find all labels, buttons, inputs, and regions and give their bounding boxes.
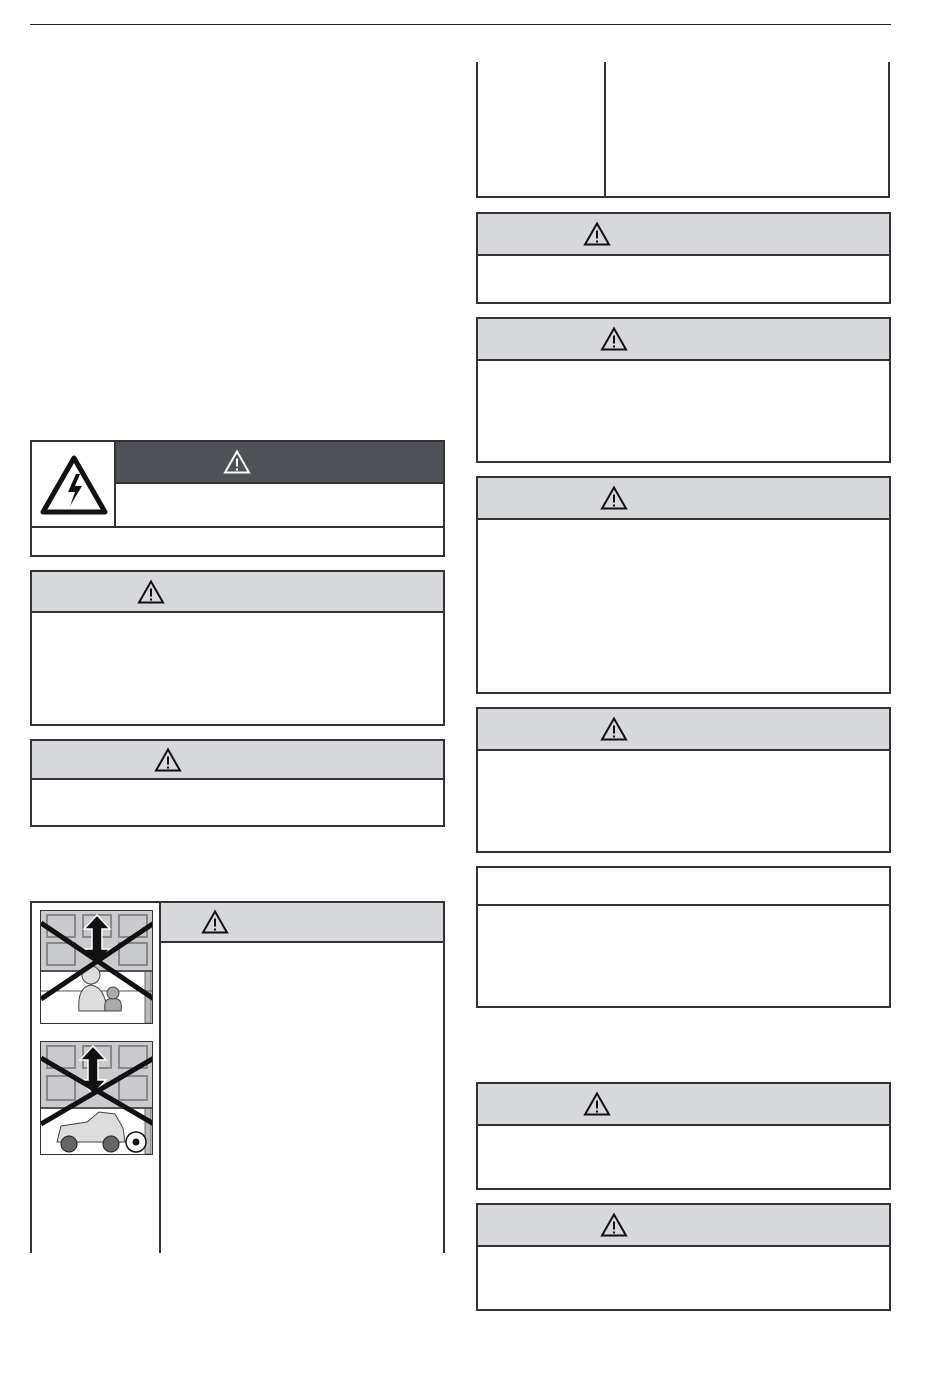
child-teddy-bear-icon [41, 911, 153, 1024]
table-bottom-border [476, 196, 890, 198]
warning-header [478, 709, 889, 751]
warning-triangle-icon [154, 747, 182, 772]
warning-box-right-5 [476, 1082, 891, 1190]
electric-symbol-cell [32, 442, 116, 528]
notice-header [478, 868, 889, 906]
warning-box-right-3 [476, 476, 891, 694]
table-right-border [888, 62, 890, 198]
toys-under-door-pictogram [40, 1041, 153, 1155]
warning-header [478, 478, 889, 520]
warning-triangle-icon [201, 910, 229, 935]
child-under-door-pictogram [40, 910, 153, 1024]
warning-header [478, 1205, 889, 1247]
warning-triangle-icon [583, 222, 611, 247]
warning-triangle-icon [583, 1092, 611, 1117]
warning-header [161, 903, 443, 943]
warning-box-left-1 [30, 570, 445, 726]
table-left-border [476, 62, 478, 198]
warning-triangle-icon [600, 327, 628, 352]
box-right-border [443, 901, 445, 1253]
warning-header [32, 741, 443, 780]
table-column-divider [604, 62, 606, 198]
notice-box-right [476, 866, 891, 1008]
warning-box-left-2 [30, 739, 445, 827]
warning-box-right-2 [476, 317, 891, 463]
warning-triangle-icon [600, 717, 628, 742]
warning-box-right-6 [476, 1203, 891, 1311]
box-left-border [30, 901, 32, 1253]
warning-box-right-4 [476, 707, 891, 853]
warning-header [478, 1084, 889, 1126]
warning-header [478, 214, 889, 256]
toy-car-ball-icon [41, 1042, 153, 1155]
electric-shock-icon [39, 454, 109, 516]
warning-header [32, 572, 443, 613]
warning-header [478, 319, 889, 361]
warning-box-right-1 [476, 212, 891, 304]
box-column-divider [159, 901, 161, 1253]
danger-body-divider [32, 526, 443, 528]
warning-triangle-icon [137, 579, 165, 604]
danger-box-electric [30, 440, 445, 557]
warning-triangle-icon [600, 1213, 628, 1238]
danger-header [116, 442, 443, 484]
pictogram-warning-box [30, 901, 445, 1253]
warning-triangle-icon [600, 486, 628, 511]
warning-triangle-icon [223, 450, 251, 475]
header-rule [30, 24, 891, 25]
